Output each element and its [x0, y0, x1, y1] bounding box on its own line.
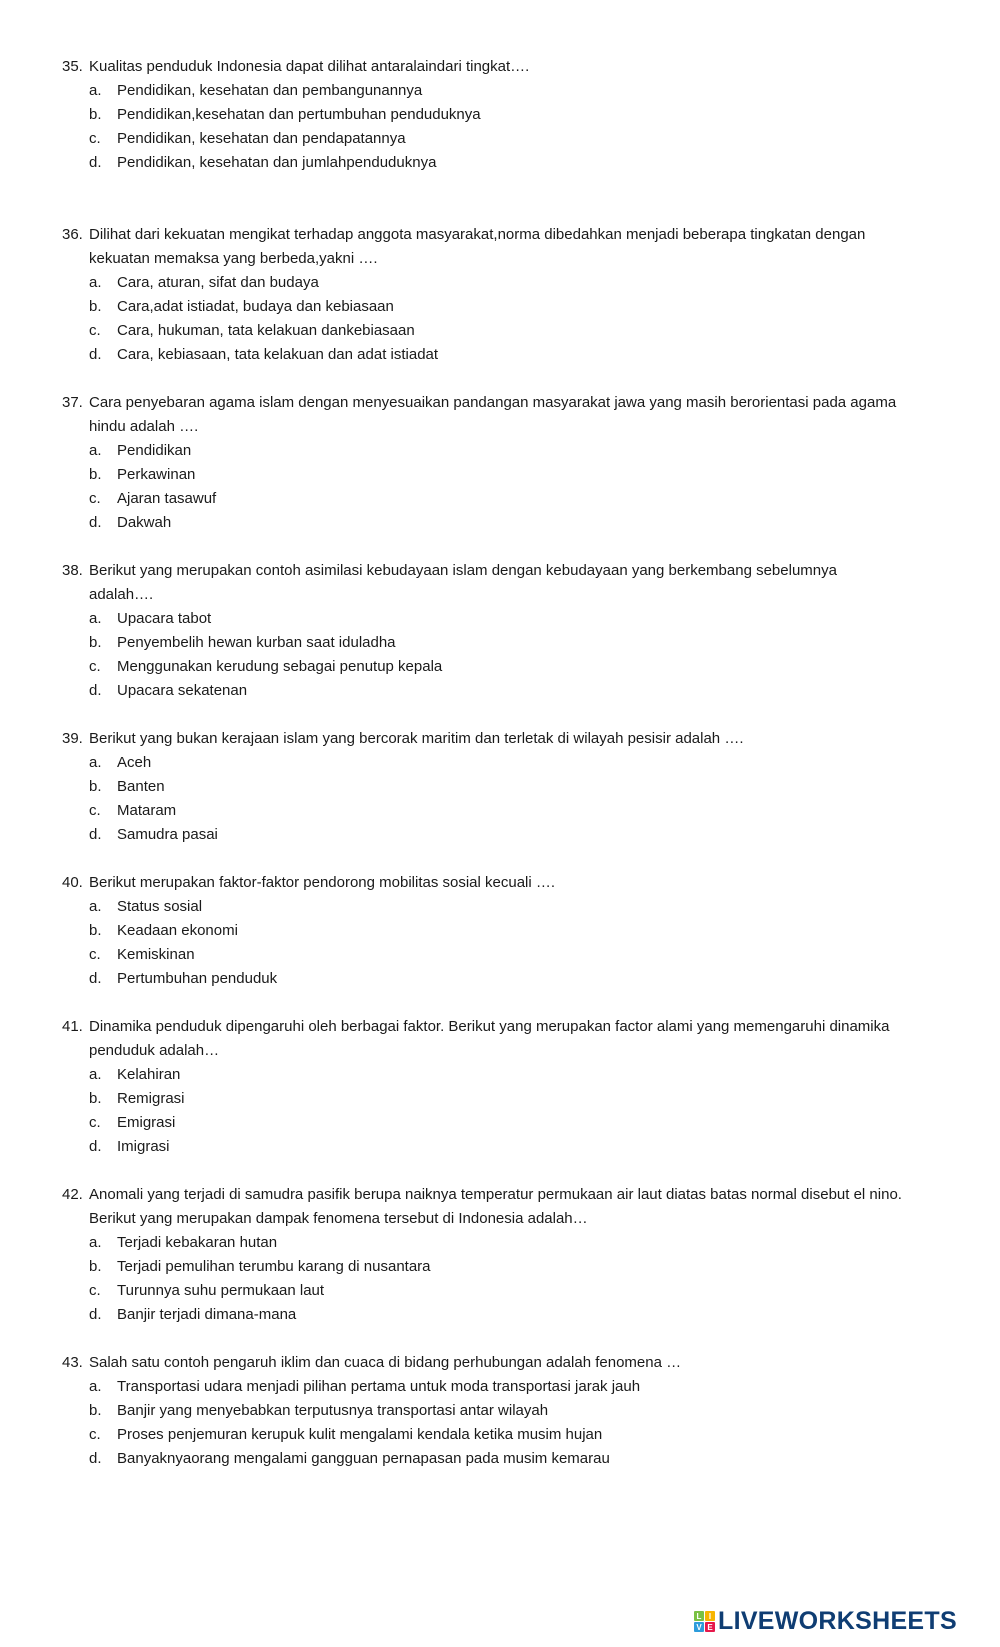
question-number: 43. [62, 1354, 83, 1371]
question-number: 39. [62, 730, 83, 747]
option-letter: c. [89, 946, 101, 963]
question [62, 1351, 942, 1471]
answer-option[interactable] [89, 1375, 942, 1399]
question-number: 36. [62, 226, 83, 243]
question-stem [62, 223, 942, 271]
answer-option[interactable] [89, 1447, 942, 1471]
question-text: Salah satu contoh pengaruh iklim dan cuaca di bidang perhubungan adalah fenomena … [89, 1354, 682, 1371]
answer-option[interactable] [89, 151, 942, 175]
question [62, 559, 942, 703]
option-letter: a. [89, 82, 102, 99]
question-number: 42. [62, 1186, 83, 1203]
worksheet [62, 55, 942, 1495]
question-stem [62, 1351, 942, 1375]
option-list [62, 271, 942, 367]
question [62, 1183, 942, 1327]
question-text: Cara penyebaran agama islam dengan menyesuaikan pandangan masyarakat jawa yang masih berorientasi pada agama hindu adalah …. [89, 394, 897, 435]
option-text: Perkawinan [117, 466, 196, 483]
logo-tile: E [705, 1622, 715, 1632]
answer-option[interactable] [89, 823, 942, 847]
option-letter: d. [89, 970, 102, 987]
option-letter: b. [89, 1402, 102, 1419]
question-text: Berikut yang merupakan contoh asimilasi kebudayaan islam dengan kebudayaan yang berkembang sebelumnya adalah…. [89, 562, 837, 603]
option-text: Emigrasi [117, 1114, 176, 1131]
question-stem [62, 871, 942, 895]
answer-option[interactable] [89, 775, 942, 799]
option-text: Pendidikan, kesehatan dan jumlahpenduduknya [117, 154, 437, 171]
liveworksheets-logo [694, 1607, 957, 1636]
question-stem [62, 1183, 942, 1231]
option-letter: c. [89, 322, 101, 339]
question-number: 37. [62, 394, 83, 411]
answer-option[interactable] [89, 1063, 942, 1087]
question [62, 391, 942, 535]
option-letter: a. [89, 274, 102, 291]
option-text: Cara, aturan, sifat dan budaya [117, 274, 319, 291]
logo-tiles-icon [694, 1611, 715, 1632]
answer-option[interactable] [89, 1399, 942, 1423]
option-letter: c. [89, 1282, 101, 1299]
answer-option[interactable] [89, 79, 942, 103]
answer-option[interactable] [89, 751, 942, 775]
option-letter: d. [89, 682, 102, 699]
answer-option[interactable] [89, 127, 942, 151]
option-list [62, 751, 942, 847]
option-text: Pendidikan [117, 442, 192, 459]
option-letter: b. [89, 466, 102, 483]
option-text: Upacara tabot [117, 610, 212, 627]
option-text: Penyembelih hewan kurban saat iduladha [117, 634, 396, 651]
question-text: Dilihat dari kekuatan mengikat terhadap anggota masyarakat,norma dibedahkan menjadi beberapa tingkatan dengan kekuatan memaksa yang berbeda,yakni …. [89, 226, 866, 267]
answer-option[interactable] [89, 511, 942, 535]
answer-option[interactable] [89, 319, 942, 343]
answer-option[interactable] [89, 1303, 942, 1327]
option-list [62, 1375, 942, 1471]
option-text: Ajaran tasawuf [117, 490, 217, 507]
question-stem [62, 391, 942, 439]
option-letter: a. [89, 1066, 102, 1083]
answer-option[interactable] [89, 103, 942, 127]
answer-option[interactable] [89, 631, 942, 655]
answer-option[interactable] [89, 1231, 942, 1255]
answer-option[interactable] [89, 967, 942, 991]
answer-option[interactable] [89, 1087, 942, 1111]
question-text: Berikut merupakan faktor-faktor pendorong mobilitas sosial kecuali …. [89, 874, 556, 891]
option-letter: d. [89, 154, 102, 171]
option-list [62, 1231, 942, 1327]
option-text: Cara, hukuman, tata kelakuan dankebiasaan [117, 322, 415, 339]
answer-option[interactable] [89, 1255, 942, 1279]
option-text: Banyaknyaorang mengalami gangguan pernapasan pada musim kemarau [117, 1450, 610, 1467]
option-letter: b. [89, 106, 102, 123]
option-text: Mataram [117, 802, 177, 819]
option-letter: c. [89, 1426, 101, 1443]
question [62, 1015, 942, 1159]
option-letter: c. [89, 490, 101, 507]
option-letter: d. [89, 1306, 102, 1323]
option-text: Upacara sekatenan [117, 682, 248, 699]
answer-option[interactable] [89, 607, 942, 631]
option-text: Banjir yang menyebabkan terputusnya transportasi antar wilayah [117, 1402, 549, 1419]
option-text: Pendidikan, kesehatan dan pendapatannya [117, 130, 406, 147]
option-text: Transportasi udara menjadi pilihan pertama untuk moda transportasi jarak jauh [117, 1378, 641, 1395]
option-letter: b. [89, 778, 102, 795]
option-list [62, 1063, 942, 1159]
answer-option[interactable] [89, 271, 942, 295]
option-letter: b. [89, 1258, 102, 1275]
option-text: Banten [117, 778, 165, 795]
option-text: Dakwah [117, 514, 172, 531]
answer-option[interactable] [89, 1423, 942, 1447]
option-list [62, 607, 942, 703]
question-number: 41. [62, 1018, 83, 1035]
question-number: 38. [62, 562, 83, 579]
logo-text: LIVEWORKSHEETS [718, 1607, 957, 1635]
logo-tile: I [705, 1611, 715, 1621]
option-letter: c. [89, 130, 101, 147]
question-stem [62, 1015, 942, 1063]
option-letter: b. [89, 922, 102, 939]
option-letter: a. [89, 1378, 102, 1395]
logo-tile: L [694, 1611, 704, 1621]
option-text: Imigrasi [117, 1138, 170, 1155]
question-number: 35. [62, 58, 83, 75]
option-list [62, 895, 942, 991]
option-text: Kelahiran [117, 1066, 181, 1083]
option-text: Terjadi pemulihan terumbu karang di nusantara [117, 1258, 431, 1275]
option-letter: c. [89, 1114, 101, 1131]
answer-option[interactable] [89, 463, 942, 487]
question-text: Kualitas penduduk Indonesia dapat dilihat antaralaindari tingkat…. [89, 58, 530, 75]
answer-option[interactable] [89, 895, 942, 919]
answer-option[interactable] [89, 439, 942, 463]
option-text: Menggunakan kerudung sebagai penutup kepala [117, 658, 443, 675]
question-text: Anomali yang terjadi di samudra pasifik berupa naiknya temperatur permukaan air laut diatas batas normal disebut el nino. Berikut yang merupakan dampak fenomena tersebut di Indonesia adalah… [89, 1186, 902, 1227]
option-letter: c. [89, 802, 101, 819]
question [62, 727, 942, 847]
answer-option[interactable] [89, 487, 942, 511]
option-letter: d. [89, 826, 102, 843]
option-text: Aceh [117, 754, 152, 771]
option-text: Turunnya suhu permukaan laut [117, 1282, 325, 1299]
option-letter: a. [89, 754, 102, 771]
option-letter: a. [89, 610, 102, 627]
option-list [62, 439, 942, 535]
option-text: Cara, kebiasaan, tata kelakuan dan adat istiadat [117, 346, 439, 363]
option-text: Status sosial [117, 898, 203, 915]
option-text: Pendidikan,kesehatan dan pertumbuhan penduduknya [117, 106, 481, 123]
question [62, 223, 942, 367]
question-text: Berikut yang bukan kerajaan islam yang bercorak maritim dan terletak di wilayah pesisir adalah …. [89, 730, 744, 747]
option-letter: b. [89, 298, 102, 315]
option-text: Proses penjemuran kerupuk kulit mengalami kendala ketika musim hujan [117, 1426, 603, 1443]
question [62, 55, 942, 175]
question-stem [62, 55, 942, 79]
option-text: Remigrasi [117, 1090, 185, 1107]
option-letter: d. [89, 514, 102, 531]
option-text: Kemiskinan [117, 946, 195, 963]
question-number: 40. [62, 874, 83, 891]
question-stem [62, 727, 942, 751]
option-letter: d. [89, 1138, 102, 1155]
answer-option[interactable] [89, 799, 942, 823]
answer-option[interactable] [89, 343, 942, 367]
option-letter: d. [89, 1450, 102, 1467]
logo-tile: V [694, 1622, 704, 1632]
option-letter: a. [89, 1234, 102, 1251]
question-text: Dinamika penduduk dipengaruhi oleh berbagai faktor. Berikut yang merupakan factor alami yang memengaruhi dinamika penduduk adalah… [89, 1018, 890, 1059]
option-text: Keadaan ekonomi [117, 922, 238, 939]
option-letter: a. [89, 442, 102, 459]
question [62, 871, 942, 991]
answer-option[interactable] [89, 943, 942, 967]
answer-option[interactable] [89, 679, 942, 703]
option-letter: c. [89, 658, 101, 675]
answer-option[interactable] [89, 919, 942, 943]
option-letter: b. [89, 1090, 102, 1107]
question-stem [62, 559, 942, 607]
answer-option[interactable] [89, 655, 942, 679]
answer-option[interactable] [89, 1111, 942, 1135]
option-text: Banjir terjadi dimana-mana [117, 1306, 297, 1323]
answer-option[interactable] [89, 295, 942, 319]
option-list [62, 79, 942, 175]
option-text: Terjadi kebakaran hutan [117, 1234, 278, 1251]
option-text: Pendidikan, kesehatan dan pembangunannya [117, 82, 423, 99]
option-letter: b. [89, 634, 102, 651]
answer-option[interactable] [89, 1279, 942, 1303]
option-text: Cara,adat istiadat, budaya dan kebiasaan [117, 298, 394, 315]
option-letter: d. [89, 346, 102, 363]
option-letter: a. [89, 898, 102, 915]
option-text: Pertumbuhan penduduk [117, 970, 278, 987]
answer-option[interactable] [89, 1135, 942, 1159]
option-text: Samudra pasai [117, 826, 218, 843]
